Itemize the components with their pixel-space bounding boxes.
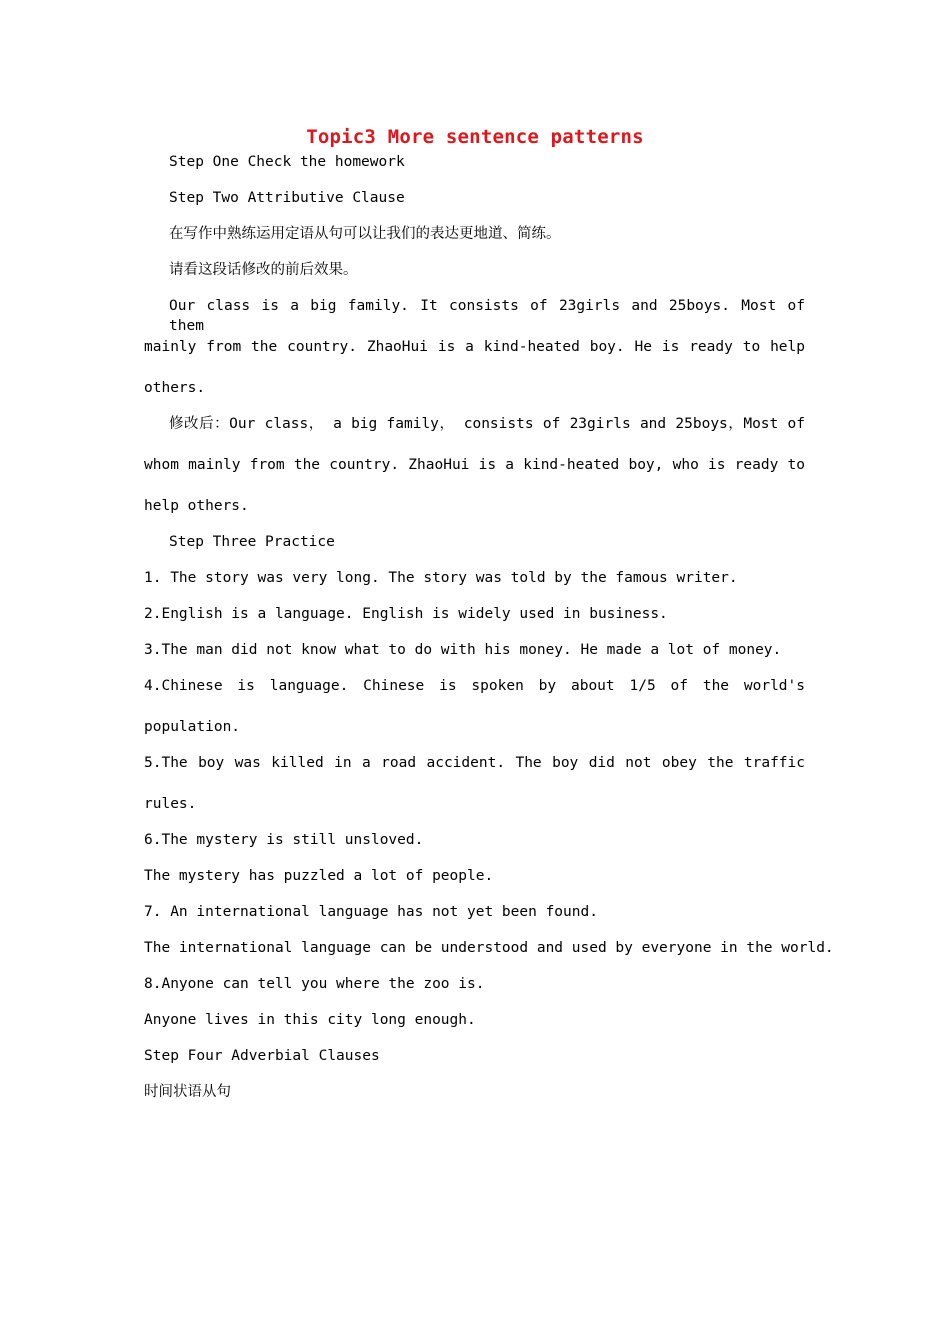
practice-item-2: 2.English is a language. English is widely used in business. xyxy=(144,606,668,622)
original-paragraph-line-2: mainly from the country. ZhaoHui is a kind-heated boy. He is ready to help xyxy=(144,339,805,355)
practice-item-5-line-2: rules. xyxy=(144,796,197,812)
practice-item-3: 3.The man did not know what to do with his money. He made a lot of money. xyxy=(144,642,782,658)
document-title: Topic3 More sentence patterns xyxy=(306,126,644,148)
chinese-intro-line-1: 在写作中熟练运用定语从句可以让我们的表达更地道、简练。 xyxy=(169,226,561,242)
practice-item-5-line-1: 5.The boy was killed in a road accident. The boy did not obey the traffic xyxy=(144,755,805,771)
step-four-heading: Step Four Adverbial Clauses xyxy=(144,1048,380,1064)
chinese-intro-line-2: 请看这段话修改的前后效果。 xyxy=(169,262,358,278)
practice-item-4-line-2: population. xyxy=(144,719,241,735)
practice-item-1: 1. The story was very long. The story was told by the famous writer. xyxy=(144,570,738,586)
practice-item-8-sentence-a: 8.Anyone can tell you where the zoo is. xyxy=(144,976,485,992)
revised-paragraph-line-2: whom mainly from the country. ZhaoHui is a kind-heated boy, who is ready to xyxy=(144,457,805,473)
practice-item-6-sentence-a: 6.The mystery is still unsloved. xyxy=(144,832,424,848)
practice-item-6-sentence-b: The mystery has puzzled a lot of people. xyxy=(144,868,494,884)
revised-paragraph-line-3: help others. xyxy=(144,498,249,514)
chinese-time-clause-heading: 时间状语从句 xyxy=(144,1084,231,1100)
practice-item-8-sentence-b: Anyone lives in this city long enough. xyxy=(144,1012,476,1028)
practice-item-4-line-1: 4.Chinese is language. Chinese is spoken by about 1/5 of the world's xyxy=(144,678,805,694)
practice-item-7-sentence-b: The international language can be understood and used by everyone in the world. xyxy=(144,940,834,956)
step-two-heading: Step Two Attributive Clause xyxy=(169,190,405,206)
step-three-heading: Step Three Practice xyxy=(169,534,335,550)
revised-paragraph-line-1: 修改后：Our class， a big family， consists of 23girls and 25boys，Most of xyxy=(169,416,805,432)
original-paragraph-line-1: Our class is a big family. It consists of 23girls and 25boys. Most of them xyxy=(169,298,805,334)
step-one-heading: Step One Check the homework xyxy=(169,154,405,170)
original-paragraph-line-3: others. xyxy=(144,380,206,396)
practice-item-7-sentence-a: 7. An international language has not yet been found. xyxy=(144,904,598,920)
